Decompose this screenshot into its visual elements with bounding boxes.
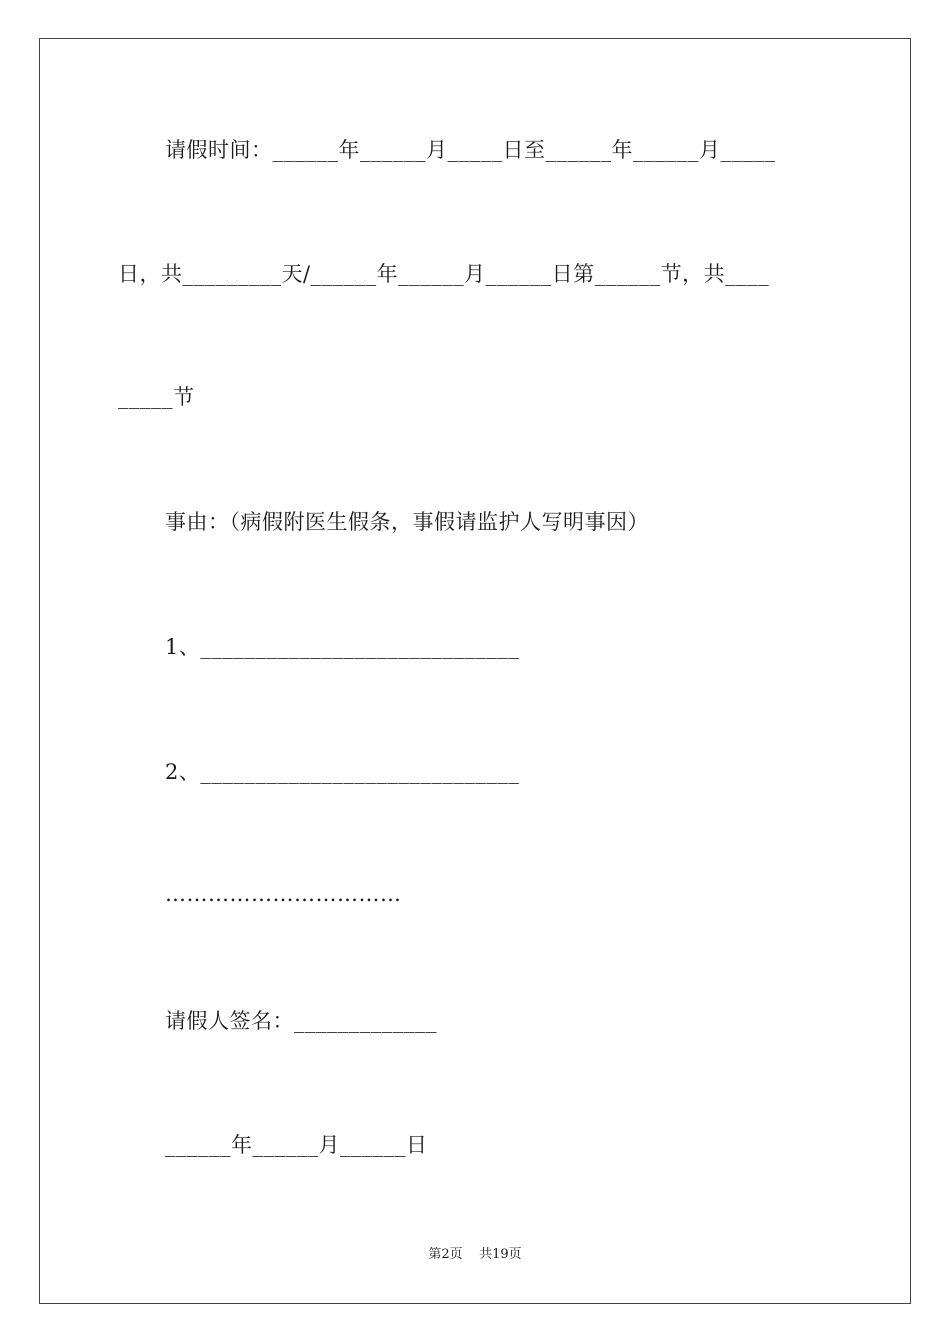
reason-item-1: 1、_____________________________ <box>165 635 520 659</box>
leave-period-line: _____节 <box>118 385 195 409</box>
signature-line: 请假人签名：_____________ <box>165 1009 437 1033</box>
reason-item-2: 2、_____________________________ <box>165 760 520 784</box>
page-number: 第2页 共19页 <box>428 1247 522 1262</box>
leave-duration-line: 日，共_________天/______年______月______日第______节，共____ <box>118 262 770 286</box>
ellipsis-line: …………………………… <box>165 882 402 906</box>
page-border <box>39 38 911 1304</box>
reason-heading: 事由：（病假附医生假条，事假请监护人写明事因） <box>165 510 649 534</box>
leave-time-line: 请假时间：______年______月_____日至______年______月_____ <box>165 138 776 162</box>
date-line: ______年______月______日 <box>165 1133 428 1157</box>
